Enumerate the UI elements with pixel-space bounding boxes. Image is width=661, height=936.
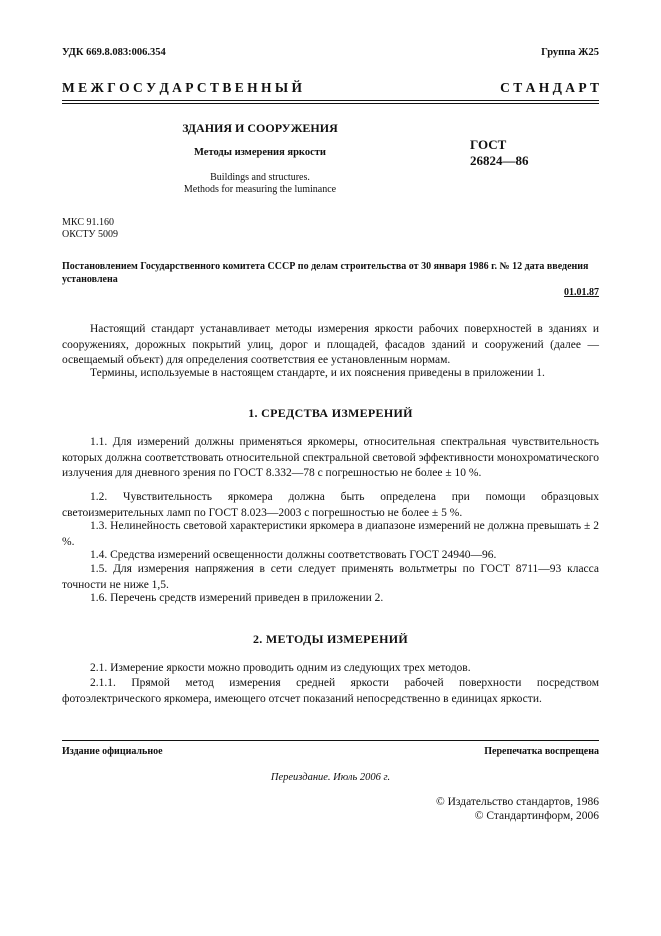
gost-number: 26824—86	[470, 153, 529, 168]
classification-codes	[62, 217, 118, 240]
copyright-line-2: © Стандартинформ, 2006	[474, 810, 599, 822]
gost-label: ГОСТ	[470, 137, 507, 152]
header-rule-top	[62, 100, 599, 101]
title-en-line2: Methods for measuring the luminance	[183, 184, 337, 195]
clause-1-3: 1.3. Нелинейность световой характеристики яркомера в диапазоне измерений не должна превышать ± 2 %.	[62, 520, 599, 548]
group-code: Группа Ж25	[541, 47, 599, 58]
interstate-standard-banner	[62, 80, 599, 96]
title-en-line1: Buildings and structures.	[210, 172, 310, 183]
udk-code: УДК 669.8.083:006.354	[62, 47, 166, 58]
section-2-heading: 2. МЕТОДЫ ИЗМЕРЕНИЙ	[253, 632, 408, 646]
reissue-note: Переиздание. Июль 2006 г.	[270, 772, 391, 783]
title-ru: ЗДАНИЯ И СООРУЖЕНИЯ	[182, 121, 338, 135]
intro-paragraph-1: Настоящий стандарт устанавливает методы измерения яркости рабочих поверхностей в зданиях и сооружениях, дорожных покрытий улиц, дорог и площадей, фасадов зданий и сооружений (далее — освещаемый объект) для определения соответствия ее установленным нормам.	[62, 323, 599, 366]
clause-2-1: 2.1. Измерение яркости можно проводить одним из следующих трех методов.	[90, 662, 471, 674]
okstu-code: ОКСТУ 5009	[62, 228, 119, 240]
clause-1-5: 1.5. Для измерения напряжения в сети следует применять вольтметры по ГОСТ 8711—93 класса точности не ниже 1,5.	[62, 563, 599, 591]
clause-2-1-1: 2.1.1. Прямой метод измерения средней яркости рабочей поверхности посредством фотоэлектрического яркомера, имеющего отсчет показаний непосредственно в единицах яркости.	[62, 677, 599, 705]
clause-1-6: 1.6. Перечень средств измерений приведен в приложении 2.	[90, 592, 384, 604]
effective-date: 01.01.87	[564, 287, 599, 298]
clause-1-4: 1.4. Средства измерений освещенности должны соответствовать ГОСТ 24940—96.	[90, 549, 497, 561]
reprint-prohibited-label: Перепечатка воспрещена	[484, 746, 599, 757]
copyright-line-1: © Издательство стандартов, 1986	[435, 796, 599, 808]
copyright-block	[436, 795, 599, 823]
title-en	[150, 172, 370, 196]
banner-word-standard: С Т А Н Д А Р Т	[500, 80, 599, 95]
subtitle-ru: Методы измерения яркости	[194, 147, 326, 158]
section-1-heading: 1. СРЕДСТВА ИЗМЕРЕНИЙ	[248, 406, 413, 420]
footer-rule	[62, 740, 599, 741]
gost-designation	[470, 137, 610, 169]
intro-paragraph-2: Термины, используемые в настоящем стандарте, и их пояснения приведены в приложении 1.	[90, 367, 545, 379]
clause-1-2: 1.2. Чувствительность яркомера должна быть определена при помощи образцовых светоизмерительных ламп по ГОСТ 8.023—2003 с погрешностью не более ± 5 %.	[62, 491, 599, 519]
decree-text: Постановлением Государственного комитета СССР по делам строительства от 30 января 1986 г. № 12 дата введения установлена	[62, 261, 589, 285]
official-edition-label: Издание официальное	[62, 746, 163, 757]
banner-word-interstate: М Е Ж Г О С У Д А Р С Т В Е Н Н Ы Й	[62, 80, 303, 95]
mks-code: МКС 91.160	[62, 217, 114, 228]
clause-1-1: 1.1. Для измерений должны применяться яркомеры, относительная спектральная чувствительность которых должна соответствовать относительной спектральной световой эффективности монохроматического излучения для дневного зрения по ГОСТ 8.332—78 с погрешностью не более ± 10 %.	[62, 436, 599, 479]
header-rule-bottom	[62, 103, 599, 104]
